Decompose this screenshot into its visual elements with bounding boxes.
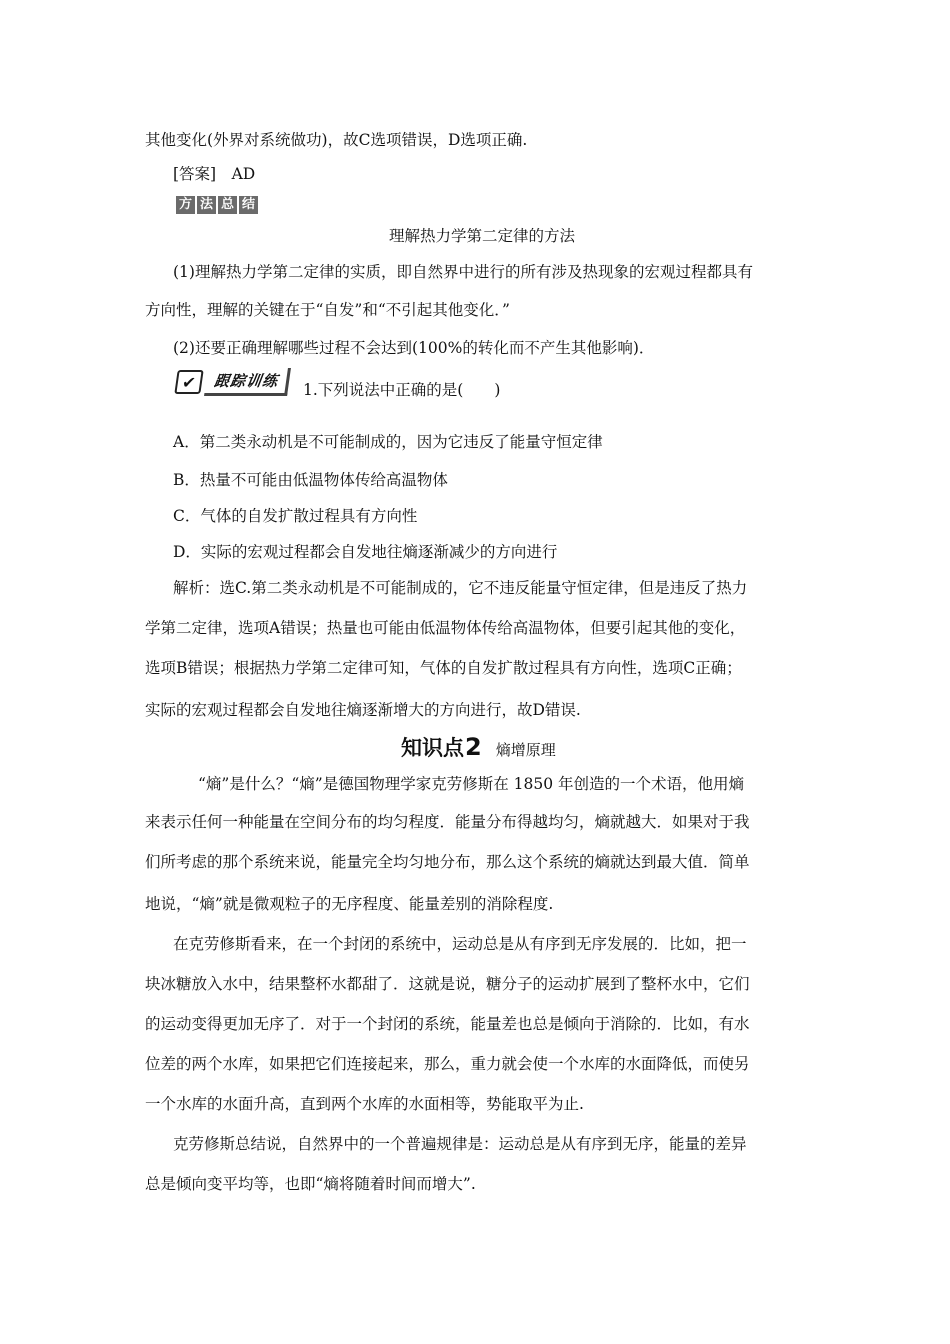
badge-char: 方	[176, 196, 195, 214]
para2-line-5: 一个水库的水面升高，直到两个水库的水面相等，势能取平为止.	[145, 1095, 584, 1113]
method-title: 理解热力学第二定律的方法	[389, 227, 576, 245]
analysis-line-1: 解析：选C.第二类永动机是不可能制成的，它不违反能量守恒定律，但是违反了热力	[173, 579, 748, 597]
option-c: C．气体的自发扩散过程具有方向性	[173, 507, 418, 525]
method-point-1-line-2: 方向性，理解的关键在于“自发”和“不引起其他变化．”	[145, 301, 510, 319]
para2-line-4: 位差的两个水库，如果把它们连接起来，那么，重力就会使一个水库的水面降低，而使另	[145, 1055, 750, 1073]
answer-line: [答案] AD	[173, 165, 256, 183]
option-b: B．热量不可能由低温物体传给高温物体	[173, 471, 448, 489]
para2-line-1: 在克劳修斯看来，在一个封闭的系统中，运动总是从有序到无序发展的．比如，把一	[173, 935, 747, 953]
para3-line-1: 克劳修斯总结说，自然界中的一个普遍规律是：运动总是从有序到无序，能量的差异	[173, 1135, 747, 1153]
method-summary-badge	[176, 196, 258, 214]
top-continuation: 其他变化(外界对系统做功)，故C选项错误，D选项正确.	[145, 131, 528, 149]
tracking-practice-label: 跟踪训练	[204, 368, 291, 396]
knowledge-point-heading	[401, 732, 556, 762]
knowledge-point-title: 熵增原理	[495, 741, 556, 759]
option-d: D．实际的宏观过程都会自发地往熵逐渐减少的方向进行	[173, 543, 558, 561]
para3-line-2: 总是倾向变平均等，也即“熵将随着时间而增大”.	[145, 1175, 476, 1193]
badge-char: 总	[218, 196, 237, 214]
badge-char: 结	[239, 196, 258, 214]
para2-line-2: 块冰糖放入水中，结果整杯水都甜了．这就是说，糖分子的运动扩展到了整杯水中，它们	[145, 975, 750, 993]
question-stem: 1.下列说法中正确的是( )	[303, 381, 501, 399]
check-icon: ✔	[174, 370, 203, 394]
para1-line-1: “熵”是什么？“熵”是德国物理学家克劳修斯在 1850 年创造的一个术语，他用熵	[198, 775, 744, 793]
tracking-practice-badge	[176, 370, 289, 394]
method-point-1-line-1: (1)理解热力学第二定律的实质，即自然界中进行的所有涉及热现象的宏观过程都具有	[173, 263, 753, 281]
para1-line-4: 地说，“熵”就是微观粒子的无序程度、能量差别的消除程度.	[145, 895, 554, 913]
badge-char: 法	[197, 196, 216, 214]
analysis-line-3: 选项B错误；根据热力学第二定律可知，气体的自发扩散过程具有方向性，选项C正确；	[145, 659, 742, 677]
knowledge-point-label: 知识点	[401, 736, 464, 760]
para1-line-3: 们所考虑的那个系统来说，能量完全均匀地分布，那么这个系统的熵就达到最大值．简单	[145, 853, 750, 871]
method-point-2: (2)还要正确理解哪些过程不会达到(100%的转化而不产生其他影响)．	[173, 339, 655, 357]
option-a: A．第二类永动机是不可能制成的，因为它违反了能量守恒定律	[173, 433, 603, 451]
para1-line-2: 来表示任何一种能量在空间分布的均匀程度．能量分布得越均匀，熵就越大．如果对于我	[145, 813, 750, 831]
para2-line-3: 的运动变得更加无序了．对于一个封闭的系统，能量差也总是倾向于消除的．比如，有水	[145, 1015, 750, 1033]
analysis-line-4: 实际的宏观过程都会自发地往熵逐渐增大的方向进行，故D错误.	[145, 701, 581, 719]
analysis-line-2: 学第二定律，选项A错误；热量也可能由低温物体传给高温物体，但要引起其他的变化，	[145, 619, 746, 637]
knowledge-point-number: 2	[465, 733, 482, 761]
